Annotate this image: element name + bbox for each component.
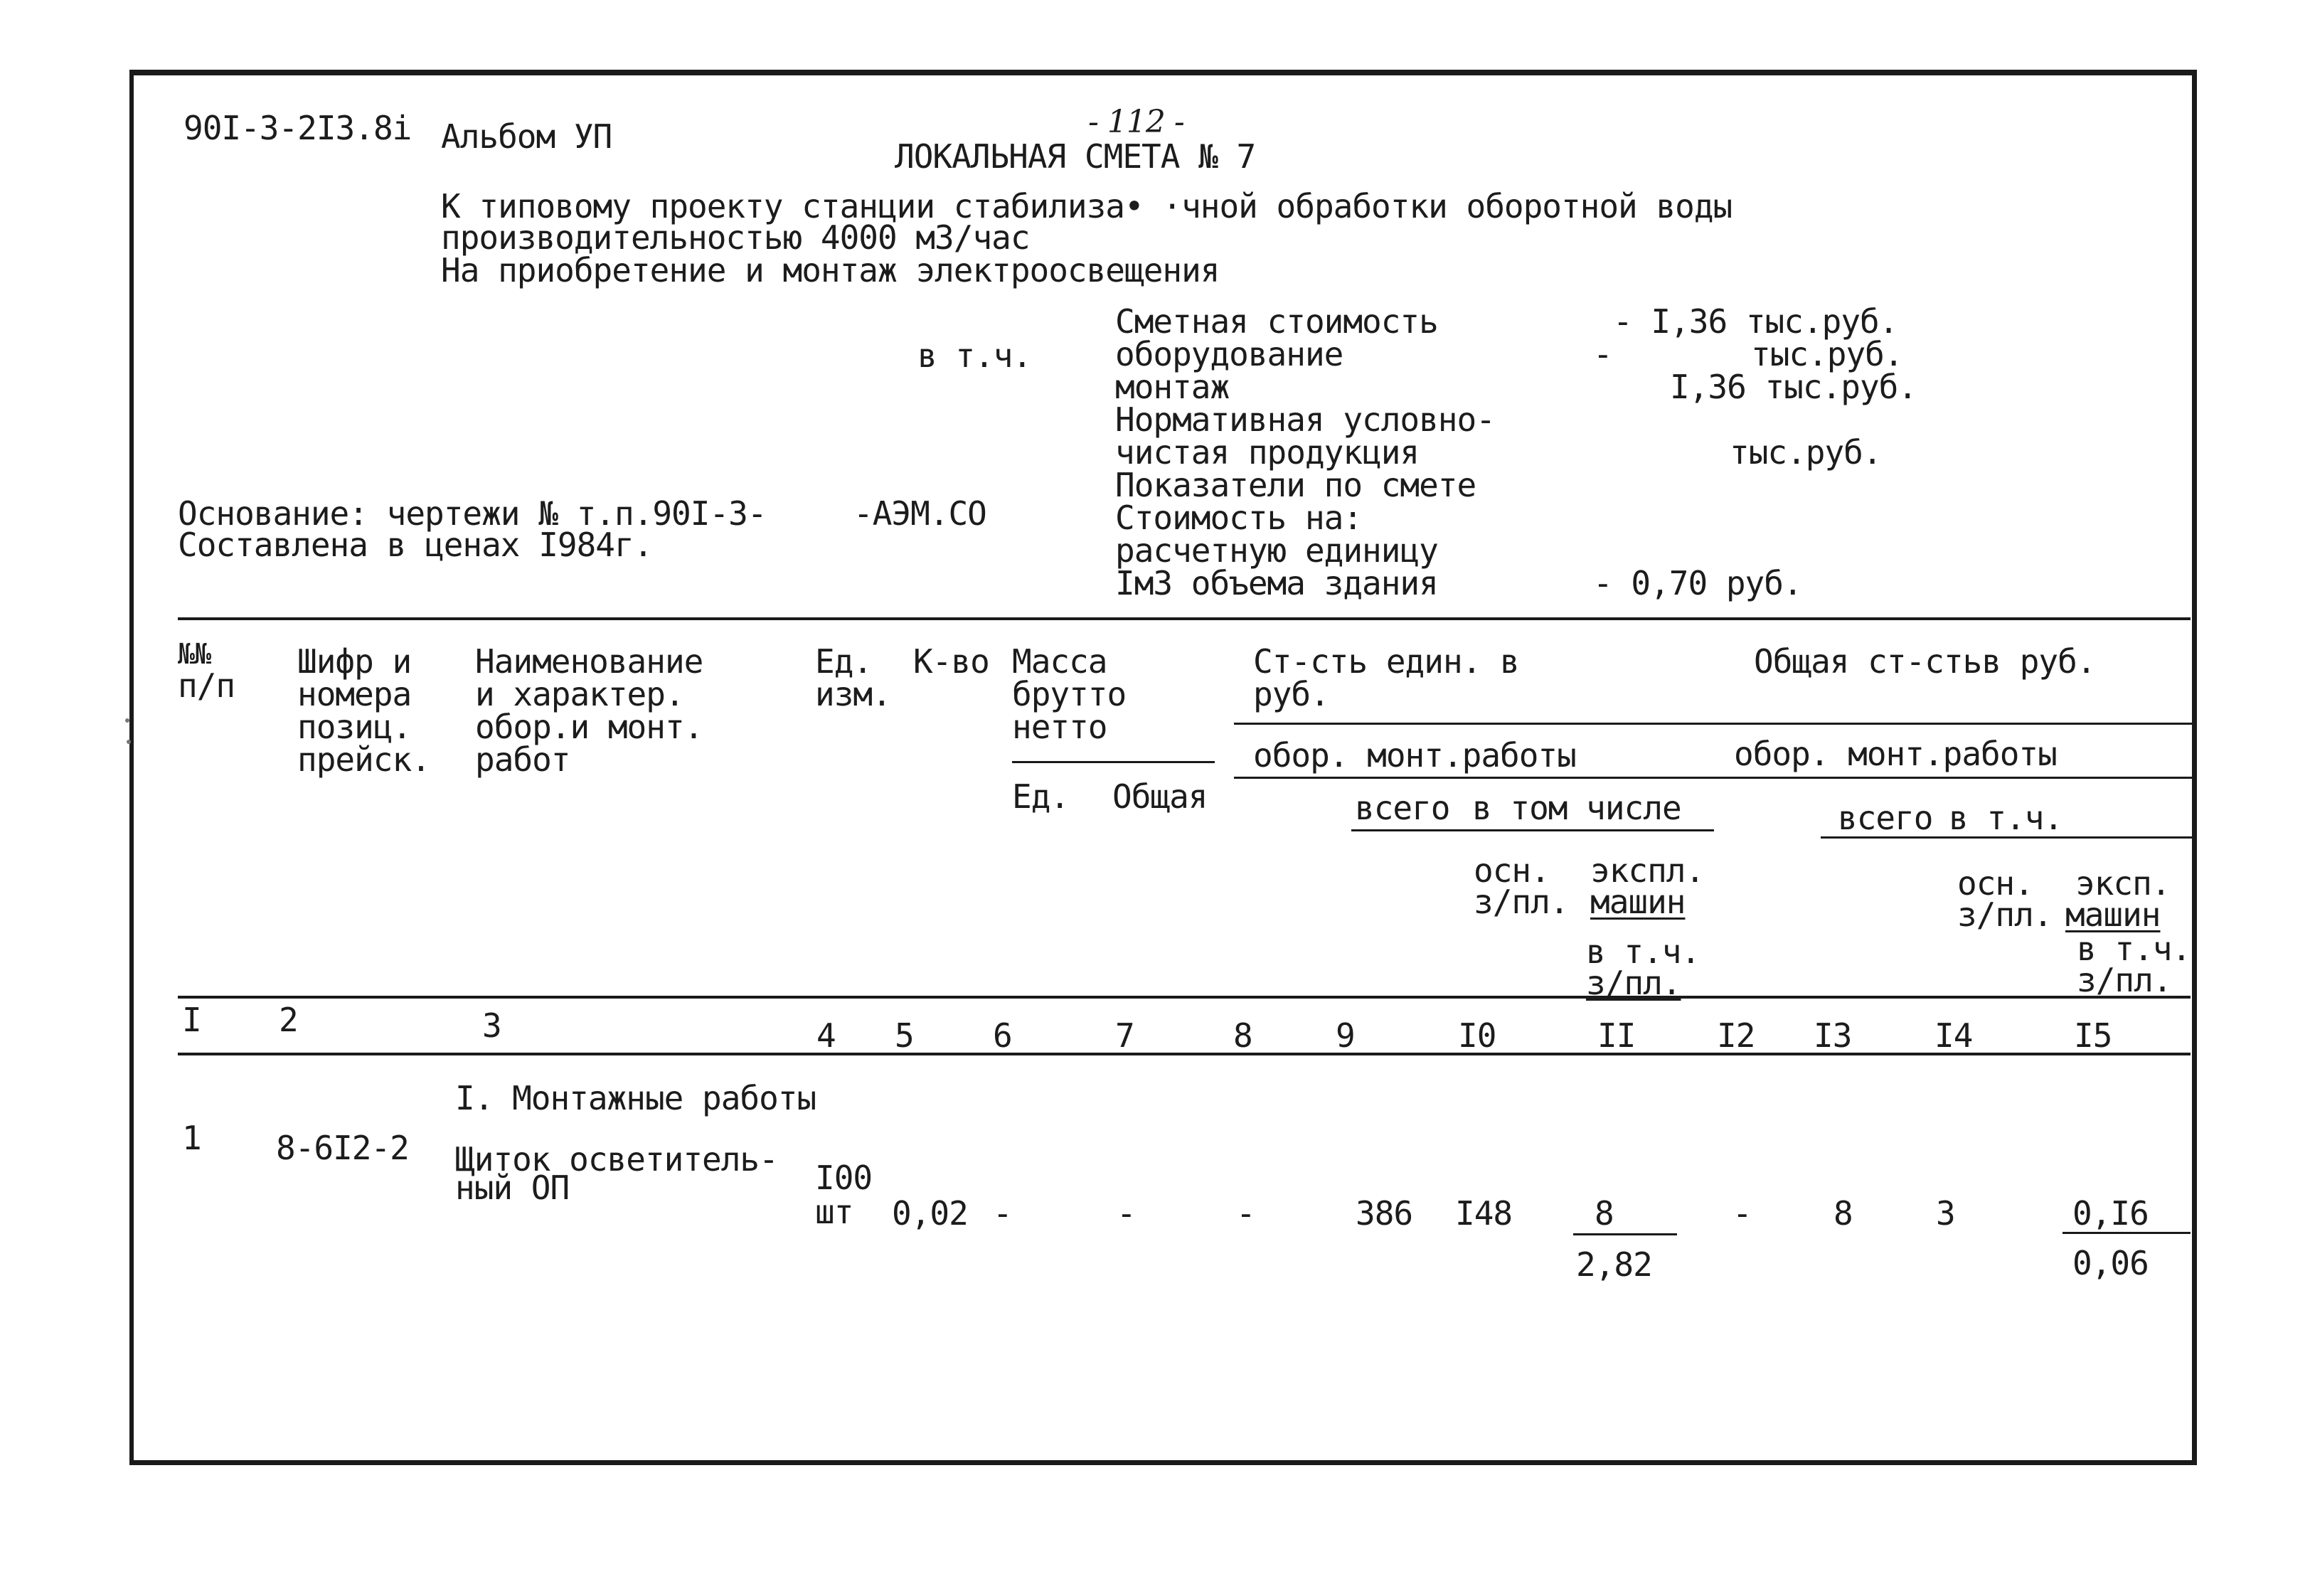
- normative-unit: тыс.руб.: [1730, 433, 1882, 472]
- column-number: I3: [1814, 1016, 1852, 1055]
- scan-speck: [127, 740, 131, 744]
- unit-mach-header-b: машин: [1590, 883, 1686, 921]
- album-label: Альбом УП: [441, 117, 612, 156]
- col-num-header-b: п/п: [178, 666, 235, 705]
- column-number: I5: [2074, 1016, 2112, 1055]
- work-subheader-rule: [1234, 777, 2194, 779]
- unit-mach-header-c: в т.ч.: [1586, 932, 1700, 971]
- row-code: 8-6I2-2: [276, 1129, 409, 1167]
- col-num-header-a: №№: [178, 638, 211, 671]
- basis-line: Основание: чертежи № т.п.90I-3-: [178, 494, 767, 533]
- row-mounting-machines: 2,82: [1576, 1245, 1652, 1284]
- column-number: 4: [816, 1016, 836, 1055]
- unit-cost-header-a: Ст-сть един. в: [1253, 642, 1519, 681]
- total-mach-header-b: машин: [2065, 895, 2161, 934]
- total-mach-header-d: з/пл.: [2077, 961, 2172, 999]
- col-unit-header-a: Ед.: [815, 642, 873, 681]
- column-number: 3: [482, 1006, 501, 1045]
- col-code-header-b: номера: [297, 675, 412, 713]
- cost-value: - I,36 тыс.руб.: [1613, 302, 1898, 341]
- row-unit-line-1: I00: [815, 1159, 873, 1197]
- col-code-header-a: Шифр и: [297, 642, 412, 681]
- column-number: 9: [1336, 1016, 1355, 1055]
- row-total-machines-wage: 0,06: [2072, 1244, 2149, 1282]
- column-number: 2: [279, 1001, 298, 1039]
- col-code-header-d: прейск.: [297, 740, 430, 779]
- table-top-rule: [178, 617, 2191, 620]
- normative-label-1: Нормативная условно-: [1115, 400, 1495, 439]
- unit-base-header-a: осн.: [1474, 851, 1550, 890]
- column-numbers-rule: [178, 1053, 2191, 1055]
- column-number: II: [1597, 1016, 1636, 1055]
- equipment-unit: тыс.руб.: [1751, 335, 1903, 373]
- column-number: 6: [993, 1016, 1012, 1055]
- row-total-fraction-rule: [2062, 1232, 2191, 1234]
- indicators-label: Показатели по смете: [1115, 466, 1476, 504]
- cost-group-rule: [1234, 723, 2194, 725]
- col-name-header-d: работ: [475, 740, 570, 779]
- basis-suffix: -АЭМ.СО: [853, 494, 986, 533]
- document-code: 90I-3-2I3.8і: [183, 109, 412, 147]
- col-mass-header-a: Масса: [1012, 642, 1107, 681]
- column-number: 7: [1115, 1016, 1134, 1055]
- col-mass-header-b: брутто: [1012, 675, 1127, 713]
- cost-per-label: Стоимость на:: [1115, 499, 1363, 537]
- total-total-header: всего: [1838, 799, 1933, 837]
- column-number: I0: [1458, 1016, 1496, 1055]
- total-cost-header: Общая ст-стьв руб.: [1754, 642, 2096, 681]
- unit-total-header: всего: [1355, 789, 1450, 827]
- row-fraction-rule: [1573, 1233, 1677, 1235]
- calc-unit-label: расчетную единицу: [1115, 531, 1438, 570]
- col-unit-header-b: изм.: [815, 675, 891, 713]
- unit-cost-header-b: руб.: [1253, 675, 1329, 713]
- col-mass-total-header: Общая: [1112, 777, 1208, 816]
- column-number: I4: [1934, 1016, 1973, 1055]
- row-mounting-base: 8: [1595, 1194, 1614, 1233]
- col-code-header-c: позиц.: [297, 708, 412, 746]
- volume-label: Iм3 объема здания: [1115, 564, 1438, 602]
- scan-speck: [125, 718, 129, 723]
- row-mass-dash: -: [993, 1194, 1012, 1233]
- col-name-header-b: и характер.: [475, 675, 684, 713]
- column-number: 8: [1233, 1016, 1252, 1055]
- unit-incl-header: в том числе: [1472, 789, 1681, 827]
- estimate-title: ЛОКАЛЬНАЯ СМЕТА № 7: [895, 137, 1256, 176]
- col-mass-unit-header: Ед.: [1012, 777, 1070, 816]
- column-number: I: [182, 1001, 201, 1039]
- row-number: 1: [182, 1119, 201, 1157]
- unit-incl-rule: [1351, 829, 1714, 831]
- cost-label: Сметная стоимость: [1115, 302, 1438, 341]
- row-total-machines: 0,I6: [2072, 1194, 2149, 1233]
- row-mass-unit: -: [1117, 1194, 1136, 1233]
- unit-mach-header-a: экспл.: [1590, 851, 1705, 890]
- row-equipment-cost: 386: [1356, 1194, 1413, 1233]
- total-mach-header-a: эксп.: [2075, 864, 2171, 903]
- col-name-header-c: обор.и монт.: [475, 708, 703, 746]
- equipment-label: оборудование: [1115, 335, 1343, 373]
- row-total-equipment: -: [1732, 1194, 1752, 1233]
- mass-subheader-rule: [1012, 761, 1215, 763]
- project-line-1: К типовому проекту станции стабилиза• ·чной обработки оборотной воды: [441, 187, 1732, 225]
- header-bottom-rule: [178, 996, 2191, 999]
- total-base-header-b: з/пл.: [1957, 895, 2053, 934]
- project-line-3: На приобретение и монтаж электроосвещения: [441, 251, 1220, 289]
- mounting-value: I,36 тыс.руб.: [1670, 368, 1917, 406]
- equipment-dash: -: [1593, 335, 1612, 373]
- unit-mach-header-d: з/пл.: [1586, 964, 1681, 1002]
- col-mass-header-c: нетто: [1012, 708, 1107, 746]
- row-total-mounting: 8: [1833, 1194, 1853, 1233]
- in-including-label: в т.ч.: [917, 336, 1032, 375]
- row-quantity: 0,02: [892, 1194, 968, 1233]
- column-number: 5: [895, 1016, 914, 1055]
- row-name-line-2: ный ОП: [455, 1169, 570, 1207]
- row-name-line-1: Щиток осветитель-: [455, 1140, 778, 1179]
- section-title: I. Монтажные работы: [455, 1079, 816, 1117]
- unit-equip-mount-header: обор. монт.работы: [1253, 736, 1576, 775]
- row-unit-line-2: шт: [815, 1193, 853, 1231]
- normative-label-2: чистая продукция: [1115, 433, 1420, 472]
- page-number: - 112 -: [1088, 104, 1184, 140]
- col-name-header-a: Наименование: [475, 642, 703, 681]
- row-total-base: 3: [1936, 1194, 1955, 1233]
- total-base-header-a: осн.: [1957, 864, 2033, 903]
- unit-base-header-b: з/пл.: [1474, 883, 1569, 921]
- row-mass-total: -: [1236, 1194, 1255, 1233]
- total-incl-header: в т.ч.: [1949, 799, 2063, 837]
- total-equip-mount-header: обор. монт.работы: [1734, 735, 2057, 773]
- col-qty-header: К-во: [913, 642, 989, 681]
- column-number: I2: [1717, 1016, 1755, 1055]
- project-line-2: производительностью 4000 м3/час: [441, 218, 1030, 257]
- prices-line: Составлена в ценах I984г.: [178, 526, 653, 564]
- volume-value: - 0,70 руб.: [1593, 564, 1802, 602]
- total-mach-header-c: в т.ч.: [2077, 930, 2191, 968]
- mounting-label: монтаж: [1115, 368, 1230, 406]
- row-mounting-total: I48: [1455, 1194, 1513, 1233]
